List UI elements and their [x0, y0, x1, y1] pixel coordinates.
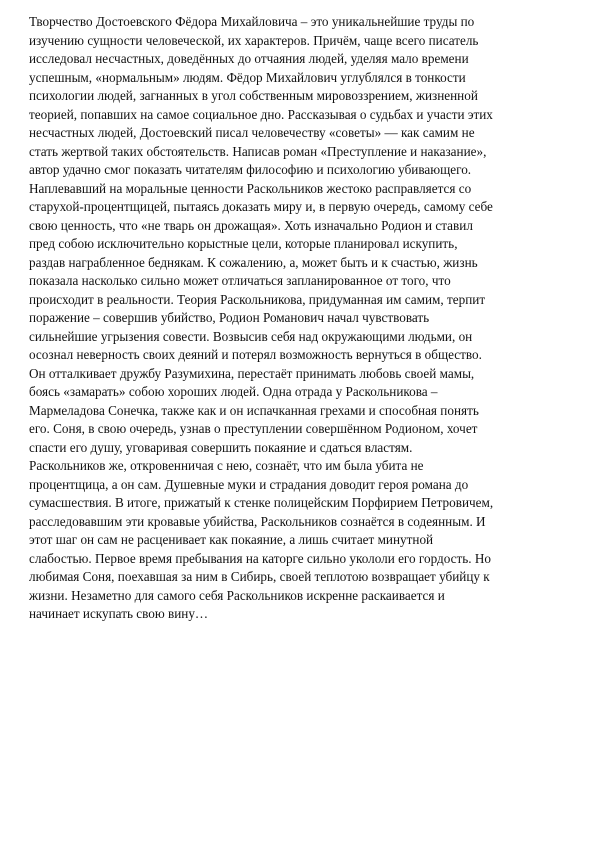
text-line: сумасшествия. В итоге, прижатый к стенке полицейским Порфирием Петровичем,	[29, 495, 494, 510]
text-line: спасти его душу, уговаривая совершить покаяние и сдаться властям.	[29, 439, 413, 455]
text-line: автор удачно смог показать читателям философию и психологию убивающего.	[29, 162, 472, 177]
text-line: происходит в реальности. Теория Раскольникова, придуманная им самим, терпит	[29, 291, 486, 307]
text-line: несчастных людей, Достоевский писал человечеству «советы» — как самим не	[29, 125, 475, 140]
text-line: успешным, «нормальным» людям. Фёдор Михайлович углублялся в тонкости	[29, 69, 466, 85]
text-line: сильнейшие угрызения совести. Возвысив себя над окружающими людьми, он	[29, 328, 473, 344]
text-line: свою ценность, что «не тварь он дрожащая». Хоть изначально Родион и ставил	[29, 217, 473, 233]
text-line: старухой-процентщицей, пытаясь доказать миру и, в первую очередь, самому себе	[29, 199, 493, 214]
text-line: боясь «замарать» собою хороших людей. Одна отрада у Раскольникова –	[29, 384, 438, 399]
text-line: Творчество Достоевского Фёдора Михайловича – это уникальнейшие труды по	[29, 14, 475, 29]
text-line: этот шаг он сам не расценивает как покаяние, а лишь считает минутной	[29, 532, 434, 547]
text-line: процентщица, а он сам. Душевные муки и страдания доводит героя романа до	[29, 476, 469, 492]
text-line: любимая Соня, поехавшая за ним в Сибирь, своей теплотою возвращает убийцу к	[29, 569, 490, 584]
text-line: Мармеладова Сонечка, также как и он испачканная грехами и способная понять	[29, 402, 479, 418]
text-line: стать жертвой таких обстоятельств. Написав роман «Преступление и наказание»,	[29, 143, 487, 159]
text-line: осознал неверность своих деяний и потерял возможность вернуться в общество.	[29, 347, 482, 362]
text-line: Наплевавший на моральные ценности Раскольников жестоко расправляется со	[29, 180, 472, 196]
text-line: слабостью. Первое время пребывания на каторге сильно укололи его гордость. Но	[29, 550, 491, 566]
essay-paragraph	[29, 13, 569, 624]
text-line: Раскольников же, откровенничая с нею, сознаёт, что им была убита не	[29, 458, 424, 473]
text-line: начинает искупать свою вину…	[29, 606, 209, 621]
text-line: теорией, попавших на самое социальное дно. Рассказывая о судьбах и участи этих	[29, 106, 493, 122]
text-line: Он отталкивает дружбу Разумихина, перестаёт принимать любовь своей мамы,	[29, 365, 475, 381]
text-line: изучению сущности человеческой, их характеров. Причём, чаще всего писатель	[29, 32, 479, 48]
text-line: раздав награбленное беднякам. К сожалению, а, может быть и к счастью, жизнь	[29, 254, 478, 270]
text-line: пред собою исключительно корыстные цели, которые планировал искупить,	[29, 236, 458, 251]
text-line: показала насколько сильно может отличаться запланированное от того, что	[29, 273, 451, 288]
text-line: поражение – совершив убийство, Родион Романович начал чувствовать	[29, 310, 430, 325]
text-line: жизни. Незаметно для самого себя Раскольников искренне раскаивается и	[29, 587, 445, 603]
text-line: психологии людей, загнанных в угол собственным мировоззрением, жизненной	[29, 88, 478, 103]
text-line: исследовал несчастных, доведённых до отчаяния людей, уделяя мало времени	[29, 51, 469, 66]
text-line: расследовавшим эти кровавые убийства, Раскольников сознаётся в содеянным. И	[29, 513, 486, 529]
text-line: его. Соня, в свою очередь, узнав о преступлении совершённом Родионом, хочет	[29, 421, 478, 436]
